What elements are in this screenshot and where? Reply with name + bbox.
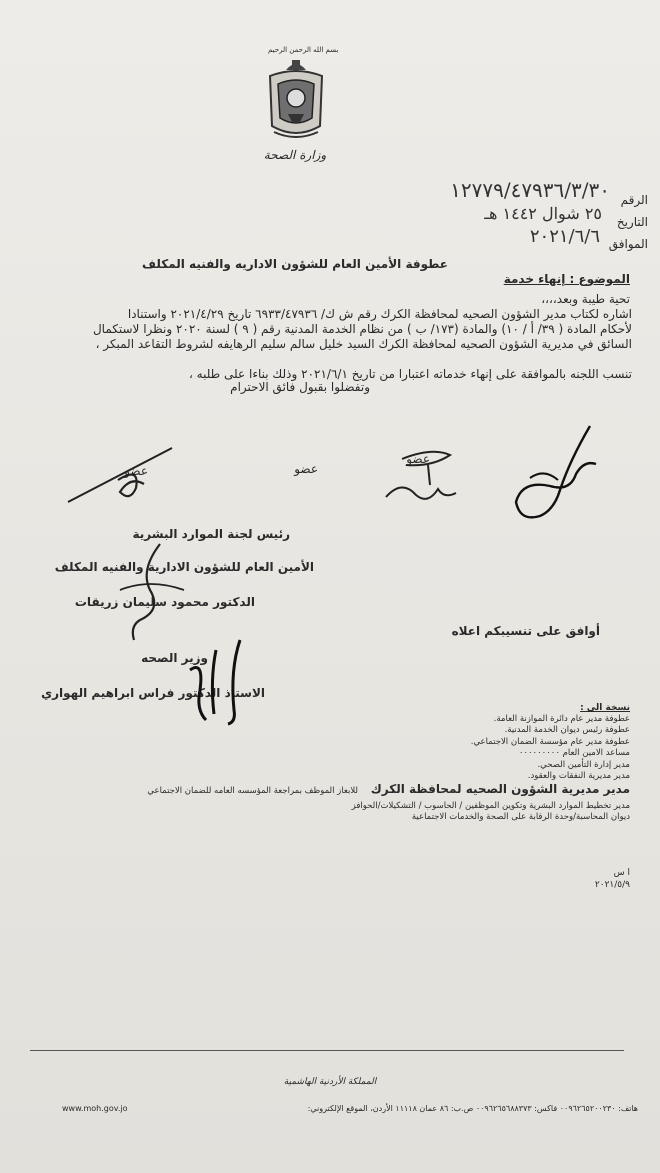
committee-member-1: عضو bbox=[124, 464, 148, 478]
ministry-name: وزارة الصحة bbox=[263, 148, 327, 162]
minister-signature bbox=[170, 630, 260, 730]
sec-gen-title: الأمين العام للشؤون الادارية والفنيه المكلف bbox=[54, 560, 314, 574]
cc-item-note: للابعاز الموظف بمراجعة المؤسسه العامه للضمان الاجتماعي bbox=[147, 786, 358, 796]
cc-item-karak-directorate: مدير مديرية الشؤون الصحيه لمحافظة الكرك bbox=[370, 782, 630, 796]
footer-website-link[interactable]: www.moh.gov.jo bbox=[62, 1104, 128, 1113]
cc-item: مدير تخطيط الموارد البشرية وتكوين الموظفين / الحاسوب / التشكيلات/الحوافز bbox=[351, 801, 630, 811]
initials-code: ا س bbox=[613, 868, 630, 878]
cc-item: عطوفة مدير عام دائرة الموازنة العامة. bbox=[493, 714, 630, 724]
cc-item: مدير إدارة التأمين الصحي. bbox=[537, 760, 630, 770]
cc-item: مساعد الامين العام ٠٠٠٠٠٠٠٠٠ bbox=[518, 748, 630, 758]
date-label: التاريخ bbox=[616, 215, 648, 229]
committee-head-title: رئيس لجنة الموارد البشرية bbox=[132, 527, 290, 541]
cc-item: مدير مديرية النفقات والعقود. bbox=[527, 771, 630, 781]
cc-heading: نسخة الى : bbox=[580, 703, 630, 713]
committee-member-3: عضو bbox=[406, 452, 430, 466]
body-line-4: تنسب اللجنه بالموافقة على إنهاء خدماته اعتبارا من تاريخ ٢٠٢١/٦/١ وذلك بناءا على طلبه ، bbox=[188, 367, 632, 381]
addressee: عطوفة الأمين العام للشؤون الاداريه والفنيه المكلف bbox=[142, 257, 448, 271]
committee-head-signature bbox=[500, 420, 610, 530]
closing-line: وتفضلوا بقبول فائق الاحترام bbox=[230, 380, 370, 394]
subject-line: الموضوع : إنهاء خدمة bbox=[503, 272, 630, 286]
minister-title: وزير الصحه bbox=[141, 651, 208, 665]
body-line-2: لأحكام المادة ( ٣٩/ أ / ١٠) والمادة (١٧٣/ ب ) من نظام الخدمة المدنية رقم ( ٩ ) لسنة ٢٠٢٠ ونظرا لاستكمال bbox=[92, 322, 632, 336]
cc-item: ديوان المحاسبة/وحدة الرقابة على الصحة والخدمات الاجتماعية bbox=[411, 812, 630, 822]
ref-value: ١٢٧٧٩/٤٧٩٣٦/٣/٣٠ bbox=[450, 178, 610, 202]
member-3-signature bbox=[372, 445, 472, 515]
cc-item: عطوفة مدير عام مؤسسة الضمان الاجتماعي. bbox=[470, 737, 630, 747]
minister-name: الاستاذ الدكتور فراس ابراهيم الهواري bbox=[41, 686, 265, 700]
approval-note: أوافق على تنسيبكم اعلاه bbox=[451, 624, 600, 638]
footer-kingdom: المملكة الأردنية الهاشمية bbox=[283, 1077, 377, 1087]
corr-label: الموافق bbox=[608, 237, 648, 251]
cc-item: عطوفة رئيس ديوان الخدمة المدنية. bbox=[504, 725, 630, 735]
member-1-signature bbox=[60, 440, 180, 510]
letterhead-caption: بسم الله الرحمن الرحيم bbox=[268, 46, 339, 54]
corr-value: ٢٠٢١/٦/٦ bbox=[529, 226, 600, 247]
ref-label: الرقم bbox=[620, 193, 648, 207]
footer-divider bbox=[30, 1050, 624, 1051]
sec-gen-name: الدكتور محمود سليمان زريقات bbox=[74, 595, 255, 609]
body-line-3: السائق في مديرية الشؤون الصحيه لمحافظة الكرك السيد خليل سالم سليم الرهايفه لشروط التقاعد المبكر ، bbox=[95, 337, 632, 351]
coat-of-arms-emblem bbox=[264, 56, 328, 144]
committee-member-2: عضو bbox=[294, 462, 318, 476]
body-line-1: اشاره لكتاب مدير الشؤون الصحيه لمحافظة الكرك رقم ش ك/ ٦٩٣٣/٤٧٩٣٦ تاريخ ٢٠٢١/٤/٢٩ واستنادا bbox=[127, 307, 632, 321]
date-value: ٢٥ شوال ١٤٤٢ هـ bbox=[484, 204, 602, 223]
footer-contact: هاتف: ٠٠٩٦٢٦٥٢٠٠٢٣٠ فاكس: ٠٠٩٦٢٦٥٦٨٨٣٧٣ ص.ب: ٨٦ عمان ١١١١٨ الأردن، الموقع الإلكتروني: bbox=[307, 1104, 638, 1113]
initials-date: ٢٠٢١/٥/٩ bbox=[594, 880, 630, 890]
greeting: تحية طيبة وبعد،،،، bbox=[541, 292, 630, 306]
